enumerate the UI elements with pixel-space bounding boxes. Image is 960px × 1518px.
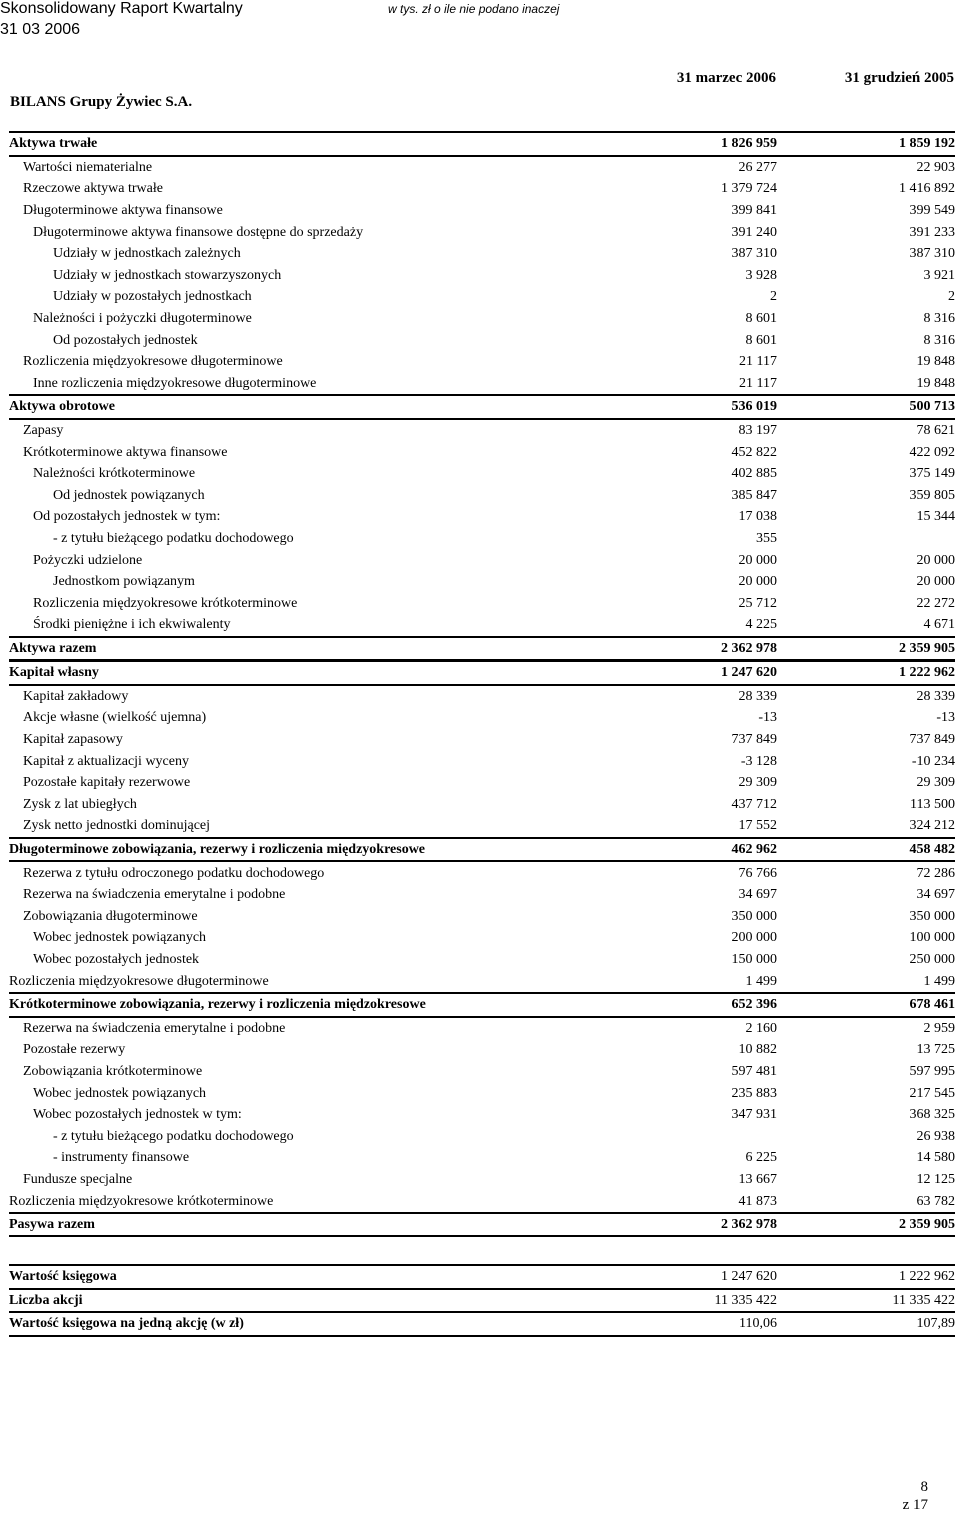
row-label: Pasywa razem bbox=[9, 1213, 599, 1237]
row-label: Rozliczenia międzyokresowe krótkoterminowe bbox=[33, 595, 298, 611]
value-2006: 235 883 bbox=[731, 1085, 777, 1101]
row-label: - z tytułu bieżącego podatku dochodowego bbox=[53, 1128, 294, 1144]
value-2005: 2 959 bbox=[923, 1020, 955, 1036]
row-label: - z tytułu bieżącego podatku dochodowego bbox=[53, 530, 294, 546]
row-label: Rozliczenia międzyokresowe długoterminowe bbox=[23, 354, 283, 370]
row-label: Jednostkom powiązanym bbox=[53, 574, 195, 590]
value-2006: 25 712 bbox=[738, 595, 777, 611]
value-2005: 399 549 bbox=[909, 203, 955, 219]
value-2005: 3 921 bbox=[923, 267, 955, 283]
value-2006: 536 019 bbox=[599, 395, 777, 419]
table-row bbox=[9, 815, 955, 838]
row-label: Kapitał zakładowy bbox=[23, 688, 129, 704]
value-2006: 2 362 978 bbox=[599, 637, 777, 661]
table-row bbox=[9, 1039, 955, 1061]
table-row bbox=[9, 614, 955, 637]
row-label: Długoterminowe aktywa finansowe dostępne do sprzedaży bbox=[33, 224, 364, 240]
report-title: Skonsolidowany Raport Kwartalny bbox=[0, 0, 243, 17]
row-label: - instrumenty finansowe bbox=[53, 1150, 190, 1166]
value-2006: 110,06 bbox=[599, 1312, 777, 1336]
row-label: Zobowiązania krótkoterminowe bbox=[23, 1063, 203, 1079]
table-row bbox=[9, 419, 955, 442]
value-2006: 41 873 bbox=[738, 1193, 777, 1209]
value-2005: 113 500 bbox=[910, 796, 955, 812]
row-label: Pożyczki udzielone bbox=[33, 552, 143, 568]
table-row bbox=[9, 286, 955, 308]
table-row bbox=[9, 200, 955, 222]
value-2006: 17 552 bbox=[738, 818, 777, 834]
row-label: Środki pieniężne i ich ekwiwalenty bbox=[33, 617, 231, 633]
row-label: Udziały w jednostkach stowarzyszonych bbox=[53, 267, 282, 283]
row-label: Udziały w pozostałych jednostkach bbox=[53, 289, 252, 305]
value-2005: 22 903 bbox=[916, 159, 955, 175]
value-2005: 20 000 bbox=[916, 552, 955, 568]
table-row bbox=[9, 970, 955, 993]
table-row bbox=[9, 592, 955, 614]
value-2005: 324 212 bbox=[909, 818, 955, 834]
value-2005: 2 bbox=[948, 289, 955, 305]
assets-table bbox=[9, 131, 955, 661]
table-row bbox=[9, 1125, 955, 1147]
row-label: Od jednostek powiązanych bbox=[53, 487, 205, 503]
value-2006: 150 000 bbox=[731, 952, 777, 968]
table-row bbox=[9, 221, 955, 243]
table-row bbox=[9, 1213, 955, 1237]
row-label: Rozliczenia międzyokresowe krótkoterminowe bbox=[9, 1193, 274, 1209]
value-2005: 1 222 962 bbox=[777, 661, 955, 685]
page-total: z 17 bbox=[902, 1497, 928, 1513]
value-2006: 11 335 422 bbox=[599, 1289, 777, 1313]
unit-note: w tys. zł o ile nie podano inaczej bbox=[388, 2, 560, 16]
table-row bbox=[9, 571, 955, 593]
table-row bbox=[9, 329, 955, 351]
value-2005: 1 499 bbox=[923, 973, 955, 989]
table-row bbox=[9, 949, 955, 971]
table-row bbox=[9, 1082, 955, 1104]
table-row bbox=[9, 661, 955, 685]
value-2006: 28 339 bbox=[738, 688, 777, 704]
table-row bbox=[9, 373, 955, 396]
row-label: Aktywa razem bbox=[9, 637, 599, 661]
table-row bbox=[9, 772, 955, 794]
row-label: Akcje własne (wielkość ujemna) bbox=[23, 710, 207, 726]
value-2006: 26 277 bbox=[738, 159, 777, 175]
row-label: Pozostałe rezerwy bbox=[23, 1042, 126, 1058]
value-2005: 1 222 962 bbox=[777, 1265, 955, 1289]
value-2005: 63 782 bbox=[916, 1193, 955, 1209]
value-2006: 2 362 978 bbox=[599, 1213, 777, 1237]
row-label: Pozostałe kapitały rezerwowe bbox=[23, 775, 191, 791]
row-label: Zapasy bbox=[23, 423, 64, 439]
value-2006: 6 225 bbox=[745, 1150, 777, 1166]
value-2006: 1 499 bbox=[745, 973, 777, 989]
value-2005: 8 316 bbox=[923, 311, 955, 327]
table-row bbox=[9, 156, 955, 179]
row-label: Należności krótkoterminowe bbox=[33, 466, 196, 482]
report-date: 31 03 2006 bbox=[0, 21, 81, 38]
table-row bbox=[9, 794, 955, 816]
row-label: Wartość księgowa bbox=[9, 1265, 599, 1289]
value-2006: 452 822 bbox=[731, 444, 777, 460]
row-label: Wartość księgowa na jedną akcję (w zł) bbox=[9, 1312, 599, 1336]
row-label: Liczba akcji bbox=[9, 1289, 599, 1313]
row-label: Rezerwa na świadczenia emerytalne i podobne bbox=[23, 1020, 286, 1036]
row-label: Długoterminowe zobowiązania, rezerwy i rozliczenia międzyokresowe bbox=[9, 838, 599, 862]
row-label: Zysk netto jednostki dominującej bbox=[23, 818, 211, 834]
row-label: Aktywa obrotowe bbox=[9, 395, 599, 419]
value-2005: 387 310 bbox=[909, 246, 955, 262]
value-2005: 19 848 bbox=[916, 354, 955, 370]
row-label: Rzeczowe aktywa trwałe bbox=[23, 181, 163, 197]
row-label: Długoterminowe aktywa finansowe bbox=[23, 203, 223, 219]
value-2006: 10 882 bbox=[738, 1042, 777, 1058]
row-label: Aktywa trwałe bbox=[9, 132, 599, 156]
table-row bbox=[9, 1061, 955, 1083]
value-2005: 350 000 bbox=[909, 908, 955, 924]
balance-sheet-title: BILANS Grupy Żywiec S.A. bbox=[10, 94, 193, 110]
row-label: Wobec jednostek powiązanych bbox=[33, 930, 207, 946]
table-row bbox=[9, 1312, 955, 1336]
value-2006: 21 117 bbox=[739, 375, 777, 391]
value-2005: 1 859 192 bbox=[777, 132, 955, 156]
value-2006: -3 128 bbox=[740, 753, 777, 769]
value-2005: 500 713 bbox=[777, 395, 955, 419]
value-2006: 1 247 620 bbox=[599, 661, 777, 685]
row-label: Inne rozliczenia międzyokresowe długoterminowe bbox=[33, 375, 317, 391]
value-2005: 28 339 bbox=[916, 688, 955, 704]
value-2006: 399 841 bbox=[731, 203, 777, 219]
value-2005: 1 416 892 bbox=[899, 181, 955, 197]
value-2006: 2 bbox=[770, 289, 777, 305]
table-row bbox=[9, 707, 955, 729]
row-label: Wobec pozostałych jednostek bbox=[33, 952, 200, 968]
value-2005: 26 938 bbox=[916, 1128, 955, 1144]
column-header-2005: 31 grudzień 2005 bbox=[844, 70, 954, 86]
table-row bbox=[9, 750, 955, 772]
value-2005: 2 359 905 bbox=[777, 1213, 955, 1237]
value-2005: 78 621 bbox=[916, 423, 955, 439]
value-2005: 375 149 bbox=[909, 466, 955, 482]
value-2006: 355 bbox=[756, 530, 777, 546]
page-number: 8 bbox=[920, 1479, 928, 1495]
value-2006: 402 885 bbox=[731, 466, 777, 482]
column-header-2006: 31 marzec 2006 bbox=[676, 70, 776, 86]
value-2005: 12 125 bbox=[916, 1171, 955, 1187]
row-label: Fundusze specjalne bbox=[23, 1171, 133, 1187]
table-row bbox=[9, 178, 955, 200]
row-label: Wobec jednostek powiązanych bbox=[33, 1085, 207, 1101]
value-2006: 391 240 bbox=[731, 224, 777, 240]
value-2006: 21 117 bbox=[739, 354, 777, 370]
value-2006: 200 000 bbox=[731, 930, 777, 946]
value-2006: 350 000 bbox=[731, 908, 777, 924]
page-indicator bbox=[903, 1478, 928, 1514]
value-2006: 737 849 bbox=[731, 732, 777, 748]
table-row bbox=[9, 884, 955, 906]
row-label: Rezerwa na świadczenia emerytalne i podobne bbox=[23, 887, 286, 903]
table-row bbox=[9, 549, 955, 571]
row-label: Od pozostałych jednostek w tym: bbox=[33, 509, 221, 525]
value-2005: 100 000 bbox=[909, 930, 955, 946]
value-2006: -13 bbox=[758, 710, 777, 726]
value-2005: 737 849 bbox=[909, 732, 955, 748]
table-row bbox=[9, 993, 955, 1017]
table-row bbox=[9, 243, 955, 265]
value-2006: 387 310 bbox=[731, 246, 777, 262]
value-2006: 437 712 bbox=[731, 796, 777, 812]
value-2006: 29 309 bbox=[738, 775, 777, 791]
summary-table bbox=[9, 1264, 955, 1337]
value-2006: 1 247 620 bbox=[599, 1265, 777, 1289]
row-label: Zysk z lat ubiegłych bbox=[23, 796, 137, 812]
value-2006: 1 379 724 bbox=[721, 181, 777, 197]
value-2005: 34 697 bbox=[916, 887, 955, 903]
table-row bbox=[9, 1169, 955, 1191]
table-row bbox=[9, 265, 955, 287]
value-2005: 678 461 bbox=[777, 993, 955, 1017]
table-row bbox=[9, 351, 955, 373]
value-2005: 217 545 bbox=[909, 1085, 955, 1101]
table-row bbox=[9, 1017, 955, 1040]
table-row bbox=[9, 906, 955, 928]
value-2006: 8 601 bbox=[745, 332, 777, 348]
value-2006: 76 766 bbox=[738, 865, 777, 881]
table-row bbox=[9, 861, 955, 884]
value-2006: 462 962 bbox=[599, 838, 777, 862]
table-row bbox=[9, 485, 955, 507]
value-2005: 4 671 bbox=[923, 617, 955, 633]
value-2005: 20 000 bbox=[916, 574, 955, 590]
value-2005: 250 000 bbox=[909, 952, 955, 968]
row-label: Rozliczenia międzyokresowe długoterminowe bbox=[9, 973, 269, 989]
value-2006: 652 396 bbox=[599, 993, 777, 1017]
value-2006: 8 601 bbox=[745, 311, 777, 327]
row-label: Krótkoterminowe aktywa finansowe bbox=[23, 444, 228, 460]
row-label: Kapitał zapasowy bbox=[23, 732, 123, 748]
row-label: Krótkoterminowe zobowiązania, rezerwy i rozliczenia międzokresowe bbox=[9, 993, 599, 1017]
value-2005: 13 725 bbox=[916, 1042, 955, 1058]
table-row bbox=[9, 132, 955, 156]
value-2005: 19 848 bbox=[916, 375, 955, 391]
table-row bbox=[9, 637, 955, 661]
value-2006: 597 481 bbox=[731, 1063, 777, 1079]
table-row bbox=[9, 838, 955, 862]
row-label: Wobec pozostałych jednostek w tym: bbox=[33, 1107, 242, 1123]
table-row bbox=[9, 1289, 955, 1313]
table-row bbox=[9, 1104, 955, 1126]
table-row bbox=[9, 729, 955, 751]
value-2005: 107,89 bbox=[777, 1312, 955, 1336]
table-row bbox=[9, 395, 955, 419]
table-row bbox=[9, 308, 955, 330]
table-row bbox=[9, 441, 955, 463]
value-2005: 458 482 bbox=[777, 838, 955, 862]
value-2005: 422 092 bbox=[909, 444, 955, 460]
value-2006: 4 225 bbox=[745, 617, 777, 633]
value-2006: 20 000 bbox=[738, 552, 777, 568]
table-row bbox=[9, 927, 955, 949]
liabilities-table bbox=[9, 660, 955, 1237]
row-label: Należności i pożyczki długoterminowe bbox=[33, 311, 252, 327]
row-label: Wartości niematerialne bbox=[23, 159, 153, 175]
value-2005 bbox=[777, 528, 955, 550]
table-row bbox=[9, 506, 955, 528]
value-2005: 11 335 422 bbox=[777, 1289, 955, 1313]
value-2006 bbox=[599, 1125, 777, 1147]
value-2005: 15 344 bbox=[916, 509, 955, 525]
table-row bbox=[9, 1265, 955, 1289]
table-row bbox=[9, 1147, 955, 1169]
value-2005: 359 805 bbox=[909, 487, 955, 503]
row-label: Kapitał własny bbox=[9, 661, 599, 685]
row-label: Kapitał z aktualizacji wyceny bbox=[23, 753, 189, 769]
value-2005: 8 316 bbox=[923, 332, 955, 348]
value-2006: 13 667 bbox=[738, 1171, 777, 1187]
row-label: Rezerwa z tytułu odroczonego podatku dochodowego bbox=[23, 865, 325, 881]
value-2006: 83 197 bbox=[738, 423, 777, 439]
value-2005: -13 bbox=[936, 710, 955, 726]
row-label: Zobowiązania długoterminowe bbox=[23, 908, 198, 924]
value-2006: 1 826 959 bbox=[599, 132, 777, 156]
value-2005: 391 233 bbox=[909, 224, 955, 240]
row-label: Udziały w jednostkach zależnych bbox=[53, 246, 241, 262]
value-2005: 368 325 bbox=[909, 1107, 955, 1123]
value-2005: 72 286 bbox=[916, 865, 955, 881]
value-2005: 597 995 bbox=[909, 1063, 955, 1079]
value-2005: 29 309 bbox=[916, 775, 955, 791]
value-2006: 385 847 bbox=[731, 487, 777, 503]
value-2005: 22 272 bbox=[916, 595, 955, 611]
value-2005: 2 359 905 bbox=[777, 637, 955, 661]
table-row bbox=[9, 463, 955, 485]
value-2005: 14 580 bbox=[916, 1150, 955, 1166]
table-row bbox=[9, 528, 955, 550]
value-2006: 3 928 bbox=[745, 267, 777, 283]
value-2006: 347 931 bbox=[731, 1107, 777, 1123]
row-label: Od pozostałych jednostek bbox=[53, 332, 198, 348]
table-row bbox=[9, 685, 955, 708]
table-row bbox=[9, 1190, 955, 1213]
value-2006: 17 038 bbox=[738, 509, 777, 525]
value-2006: 20 000 bbox=[738, 574, 777, 590]
value-2006: 2 160 bbox=[745, 1020, 777, 1036]
value-2005: -10 234 bbox=[911, 753, 955, 769]
value-2006: 34 697 bbox=[738, 887, 777, 903]
